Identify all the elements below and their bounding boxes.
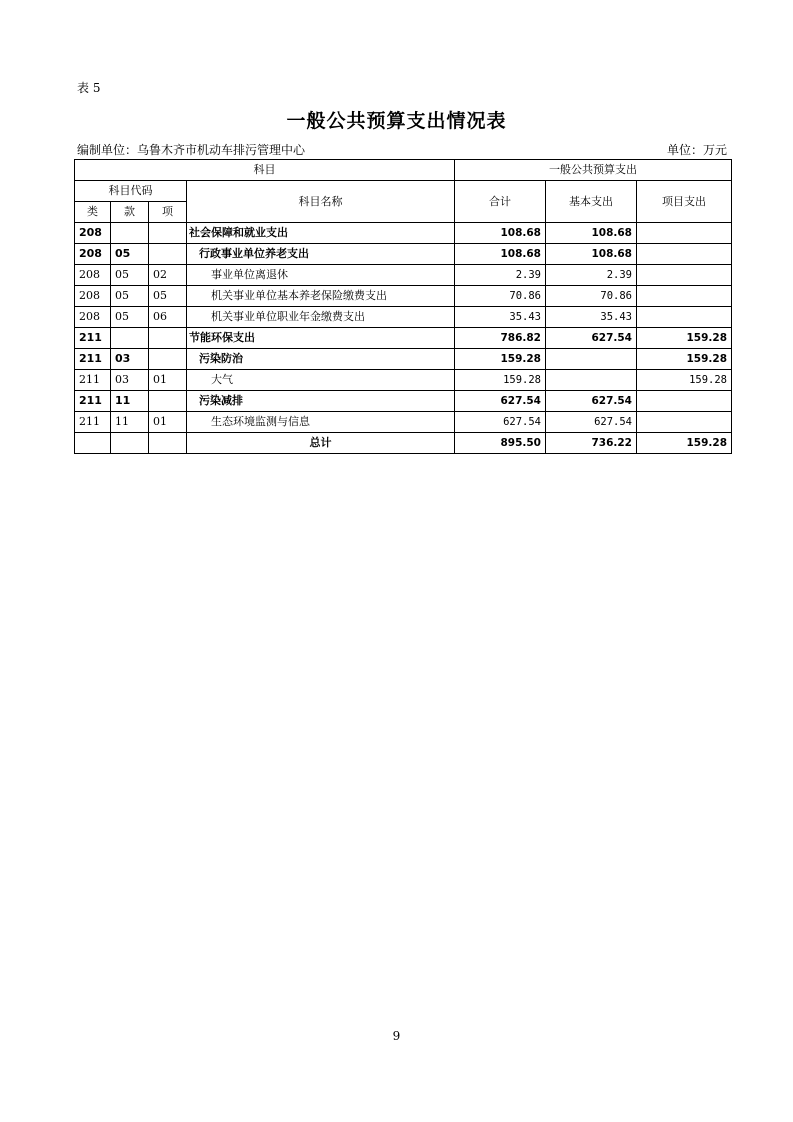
table-row [75,412,732,433]
cell-xiang: 01 [149,412,187,433]
cell-name: 机关事业单位基本养老保险缴费支出 [187,286,455,307]
total-amount: 895.50 [455,433,546,454]
cell-lei: 208 [75,265,111,286]
cell-lei: 211 [75,391,111,412]
cell-lei: 211 [75,370,111,391]
cell-total: 786.82 [455,328,546,349]
header-xiang: 项 [149,202,187,223]
cell-kuan: 05 [111,265,149,286]
cell-total: 35.43 [455,307,546,328]
cell-empty [111,433,149,454]
header-budget-group: 一般公共预算支出 [455,160,732,181]
cell-total: 159.28 [455,349,546,370]
table-row [75,286,732,307]
cell-xiang [149,328,187,349]
cell-project [637,307,732,328]
cell-xiang [149,349,187,370]
cell-lei: 211 [75,328,111,349]
table-row [75,370,732,391]
cell-xiang: 05 [149,286,187,307]
header-row-1 [75,160,732,181]
cell-lei: 208 [75,286,111,307]
cell-kuan: 03 [111,370,149,391]
cell-name: 节能环保支出 [187,328,455,349]
cell-project [637,265,732,286]
cell-total: 108.68 [455,223,546,244]
header-subject: 科目 [75,160,455,181]
cell-kuan: 11 [111,391,149,412]
cell-project: 159.28 [637,349,732,370]
cell-total: 159.28 [455,370,546,391]
cell-kuan: 11 [111,412,149,433]
header-name: 科目名称 [187,181,455,223]
cell-total: 70.86 [455,286,546,307]
table-row [75,349,732,370]
cell-basic: 2.39 [546,265,637,286]
cell-basic: 627.54 [546,391,637,412]
cell-project: 159.28 [637,370,732,391]
table-row [75,223,732,244]
cell-xiang [149,244,187,265]
table-row [75,244,732,265]
table-row [75,391,732,412]
total-label: 总计 [187,433,455,454]
cell-project: 159.28 [637,328,732,349]
cell-project [637,223,732,244]
cell-name: 机关事业单位职业年金缴费支出 [187,307,455,328]
cell-xiang [149,391,187,412]
cell-xiang: 06 [149,307,187,328]
unit-label: 单位：万元 [666,143,727,157]
cell-kuan: 03 [111,349,149,370]
cell-project [637,391,732,412]
cell-total: 108.68 [455,244,546,265]
cell-kuan: 05 [111,244,149,265]
cell-kuan: 05 [111,307,149,328]
header-kuan: 款 [111,202,149,223]
cell-xiang [149,223,187,244]
table-row [75,265,732,286]
total-row [75,433,732,454]
header-total: 合计 [455,181,546,223]
total-project: 159.28 [637,433,732,454]
cell-name: 污染减排 [187,391,455,412]
cell-basic [546,370,637,391]
cell-lei: 211 [75,349,111,370]
cell-basic: 108.68 [546,223,637,244]
cell-kuan [111,328,149,349]
cell-basic: 108.68 [546,244,637,265]
table-number: 表 5 [77,81,101,95]
cell-name: 社会保障和就业支出 [187,223,455,244]
cell-project [637,286,732,307]
cell-total: 2.39 [455,265,546,286]
cell-total: 627.54 [455,412,546,433]
cell-name: 事业单位离退休 [187,265,455,286]
cell-name: 污染防治 [187,349,455,370]
table-row [75,328,732,349]
header-project: 项目支出 [637,181,732,223]
header-code-group: 科目代码 [75,181,187,202]
cell-empty [75,433,111,454]
cell-basic: 70.86 [546,286,637,307]
cell-empty [149,433,187,454]
budget-table [74,159,732,454]
cell-xiang: 01 [149,370,187,391]
cell-name: 大气 [187,370,455,391]
cell-total: 627.54 [455,391,546,412]
header-basic: 基本支出 [546,181,637,223]
header-lei: 类 [75,202,111,223]
cell-project [637,244,732,265]
cell-kuan: 05 [111,286,149,307]
cell-lei: 208 [75,307,111,328]
cell-lei: 211 [75,412,111,433]
cell-lei: 208 [75,223,111,244]
cell-basic: 35.43 [546,307,637,328]
page-number: 9 [392,1029,401,1043]
cell-kuan [111,223,149,244]
cell-project [637,412,732,433]
cell-name: 生态环境监测与信息 [187,412,455,433]
total-basic: 736.22 [546,433,637,454]
cell-basic [546,349,637,370]
cell-xiang: 02 [149,265,187,286]
cell-lei: 208 [75,244,111,265]
page-title: 一般公共预算支出情况表 [286,110,507,132]
cell-name: 行政事业单位养老支出 [187,244,455,265]
org-label: 编制单位：乌鲁木齐市机动车排污管理中心 [77,143,306,157]
table-row [75,307,732,328]
header-row-2 [75,181,732,202]
cell-basic: 627.54 [546,412,637,433]
cell-basic: 627.54 [546,328,637,349]
